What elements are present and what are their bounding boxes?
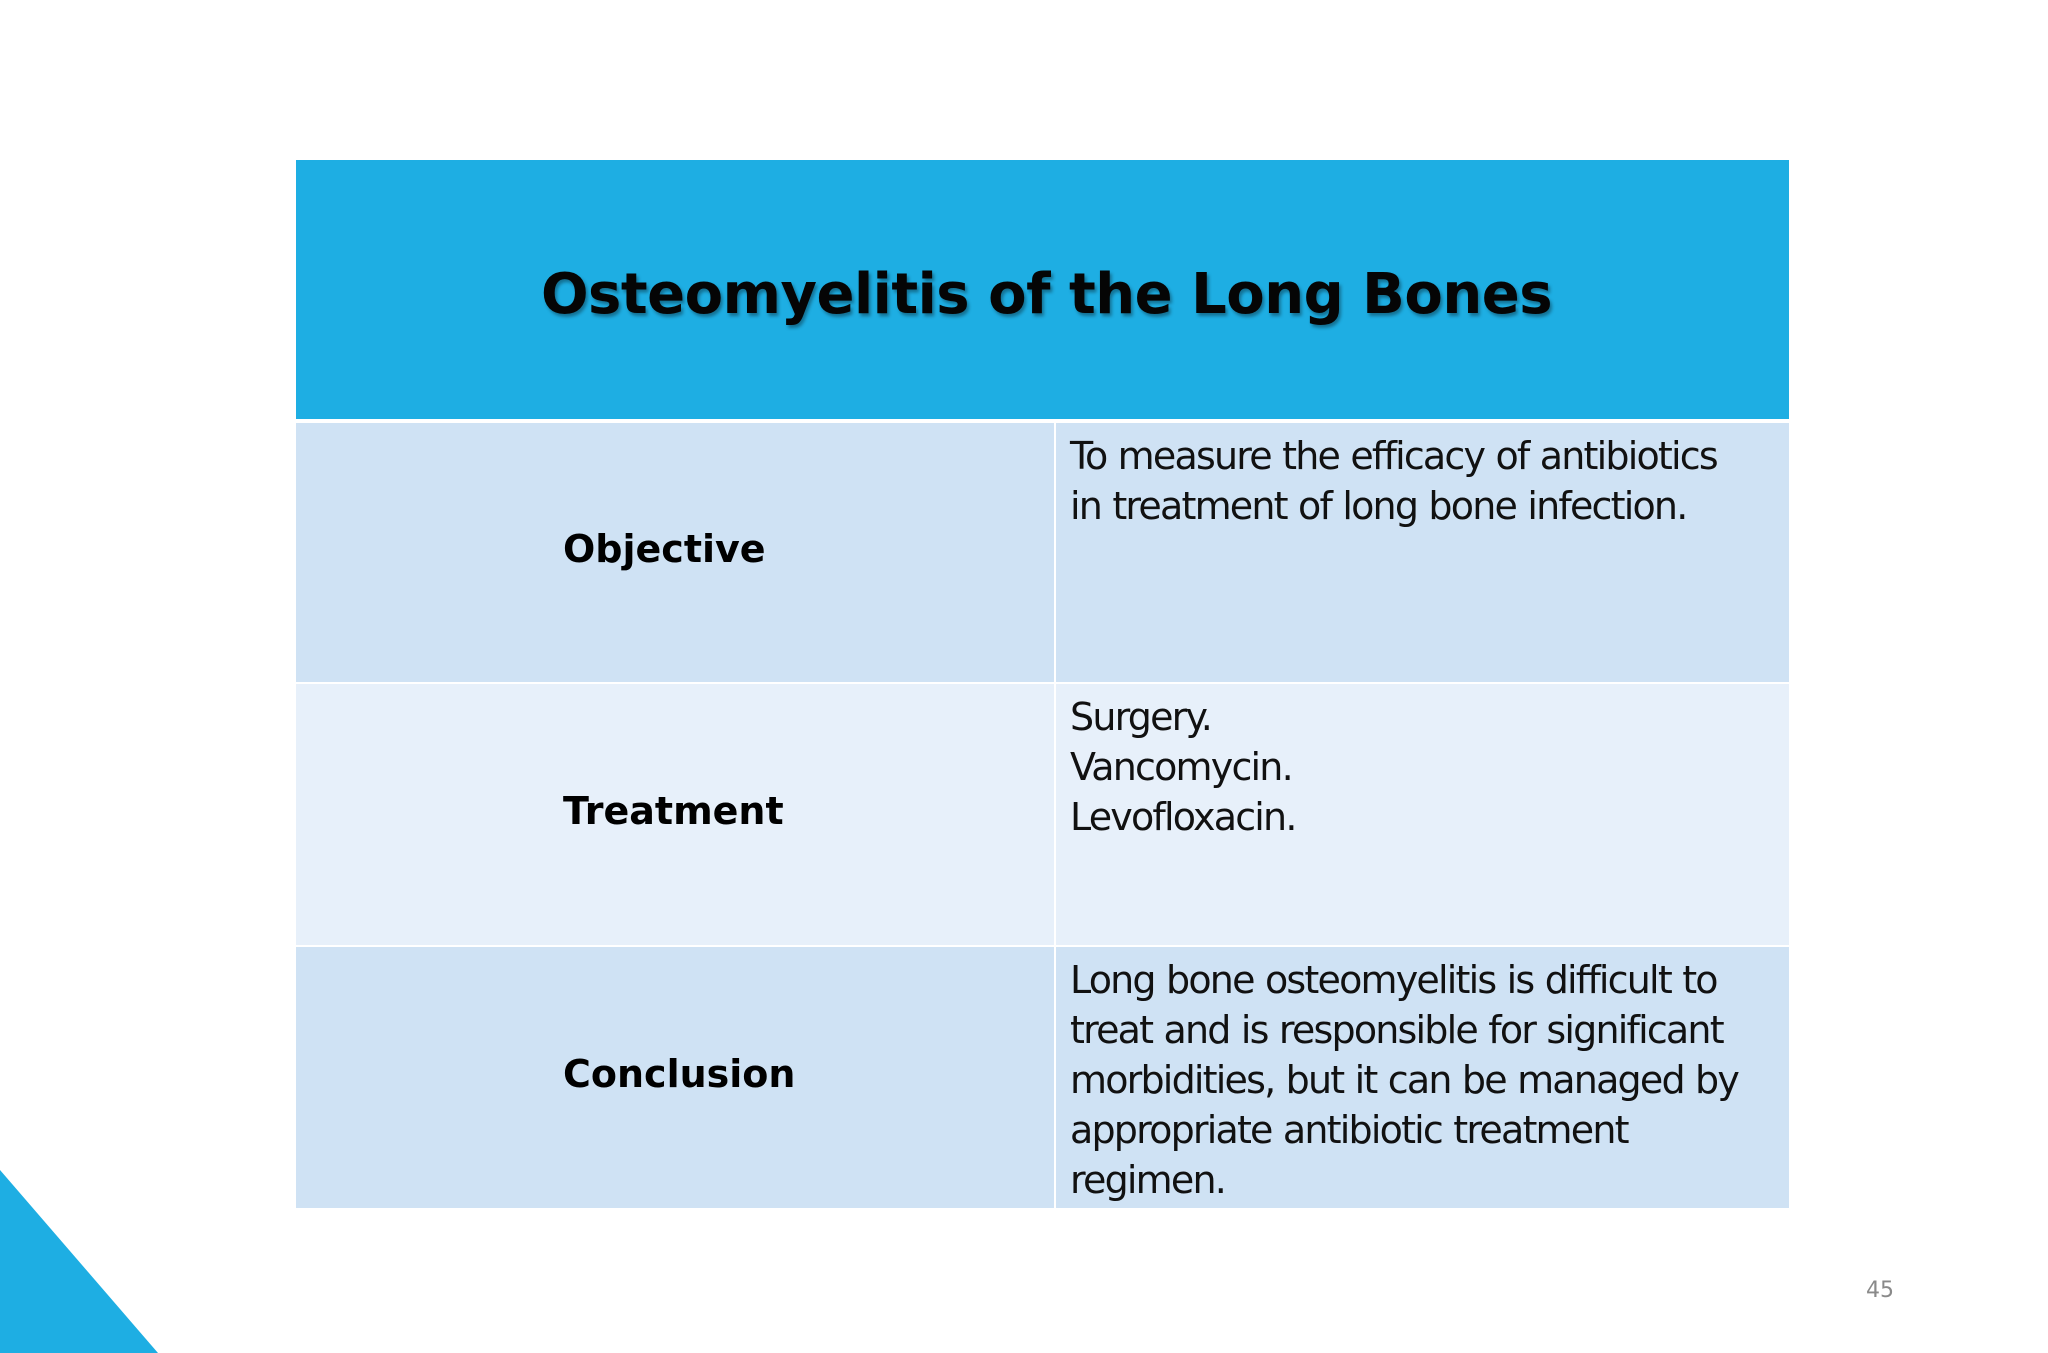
- row-value-treatment: [1070, 692, 1782, 842]
- value-line: Surgery.: [1070, 695, 1212, 739]
- value-line: morbidities, but it can be managed by: [1070, 1058, 1739, 1102]
- summary-table: [296, 160, 1789, 1208]
- row-label-cell: [296, 423, 1054, 682]
- value-line: appropriate antibiotic treatment: [1070, 1108, 1628, 1152]
- row-label-cell: [296, 684, 1054, 945]
- row-label-cell: [296, 947, 1054, 1208]
- value-line: Vancomycin.: [1070, 745, 1292, 789]
- value-line: Levofloxacin.: [1070, 795, 1296, 839]
- row-value-conclusion: [1070, 955, 1782, 1205]
- page-number: 45: [1866, 1278, 1894, 1303]
- row-label-conclusion: Conclusion: [563, 1051, 796, 1096]
- row-value-cell: [1056, 423, 1789, 682]
- corner-accent-triangle: [0, 1170, 158, 1353]
- table-header-cell: [296, 160, 1789, 419]
- table-row-treatment: [296, 684, 1789, 945]
- slide-title: Osteomyelitis of the Long Bones: [540, 262, 1553, 327]
- value-line: in treatment of long bone infection.: [1070, 484, 1687, 528]
- value-line: regimen.: [1070, 1158, 1226, 1202]
- row-value-objective: [1070, 431, 1782, 531]
- table-row-objective: [296, 423, 1789, 682]
- row-value-cell: [1056, 947, 1789, 1208]
- value-line: treat and is responsible for significant: [1070, 1008, 1723, 1052]
- row-label-treatment: Treatment: [563, 788, 784, 833]
- value-line: Long bone osteomyelitis is difficult to: [1070, 958, 1717, 1002]
- value-line: To measure the efficacy of antibiotics: [1070, 434, 1717, 478]
- row-label-objective: Objective: [563, 526, 766, 571]
- table-row-conclusion: [296, 947, 1789, 1208]
- row-value-cell: [1056, 684, 1789, 945]
